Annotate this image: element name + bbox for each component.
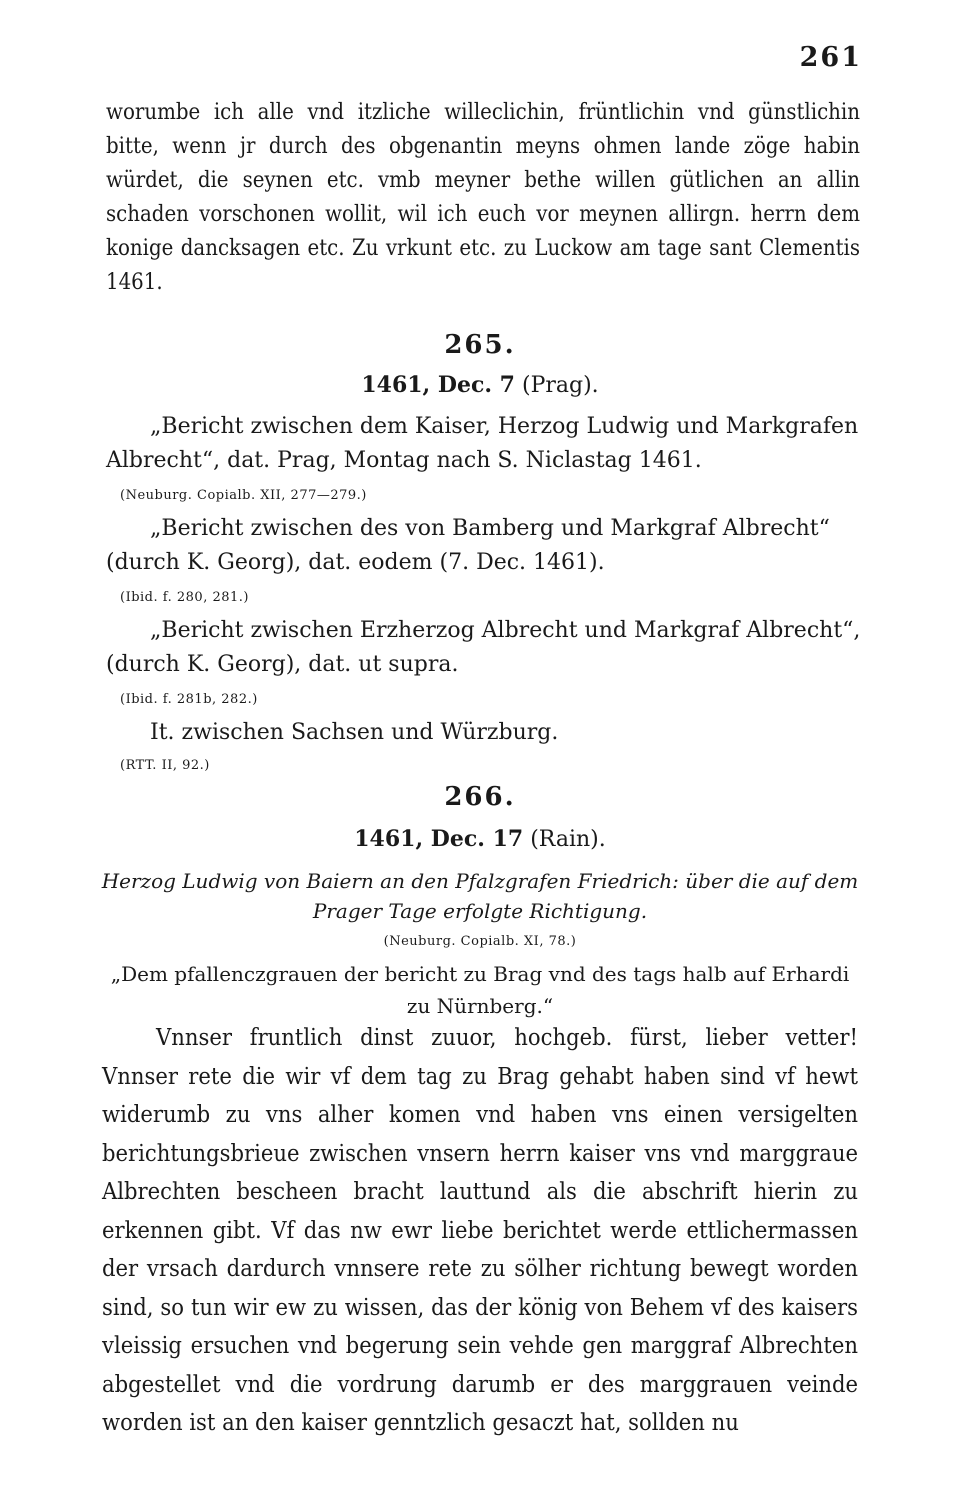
entry-place-266: (Rain). bbox=[530, 827, 606, 852]
letter-heading-line-1: Herzog Ludwig von Baiern an den Pfalzgrafen Friedrich: über die auf dem bbox=[101, 869, 859, 893]
source-citation-4: (RTT. II, 92.) bbox=[120, 758, 210, 773]
entry-date-266 bbox=[0, 826, 960, 852]
entry-number-266: 266. bbox=[444, 782, 516, 812]
opening-paragraph: worumbe ich alle vnd itzliche willeclichin, früntlichin vnd günstlichin bitte, wenn jr durch des obgenantin meyns ohmen lande zöge habin würdet, die seynen etc. vmb meyner bethe willen gütlichen an allin schaden vorschonen wollit, wil ich euch vor meynen allirgn. herrn dem konige dancksagen etc. Zu vrkunt etc. zu Luckow am tage sant Clementis 1461. bbox=[106, 100, 860, 295]
page-number: 261 bbox=[799, 42, 862, 73]
letter-heading-line-2: Prager Tage erfolgte Richtigung. bbox=[312, 899, 648, 923]
letter-quote: „Dem pfallenczgrauen der bericht zu Brag vnd des tags halb auf Erhardi zu Nürnberg.“ bbox=[110, 962, 850, 1018]
report-2-line-1: „Bericht zwischen des von Bamberg und Markgraf Albrecht“ bbox=[150, 516, 830, 541]
source-citation-1: (Neuburg. Copialb. XII, 277—279.) bbox=[120, 488, 367, 503]
report-2-line-2: (durch K. Georg), dat. eodem (7. Dec. 1461). bbox=[106, 550, 605, 575]
report-3-line-2: (durch K. Georg), dat. ut supra. bbox=[106, 652, 459, 677]
entry-date-265 bbox=[0, 372, 960, 398]
report-3-line-1: „Bericht zwischen Erzherzog Albrecht und Markgraf Albrecht“, bbox=[150, 618, 861, 643]
letter-body: Vnnser fruntlich dinst zuuor, hochgeb. fürst, lieber vetter! Vnnser rete die wir vf dem tag zu Brag gehabt haben sind vf hewt widerumb zu vns alher komen vnd haben vns einen versigelten berichtungsbrieue zwischen vnsern herrn kaiser vns vnd marggraue Albrechten bescheen bracht lauttund als die abschrift hierin zu erkennen gibt. Vf das nw ewr liebe berichtet werde ettlichermassen der vrsach dardurch vnnsere rete zu sölher richtung bewegt worden sind, so tun wir ew zu wissen, das der könig von Behem vf des kaisers vleissig ersuchen vnd begerung sein vehde gen marggraf Albrechten abgestellet vnd die vordrung darumb er des marggrauen veinde worden ist an den kaiser genntzlich gesaczt hat, sollden nu bbox=[102, 1023, 858, 1436]
source-citation-266: (Neuburg. Copialb. XI, 78.) bbox=[383, 934, 577, 949]
entry-date-265-value: 1461, Dec. 7 bbox=[361, 372, 515, 398]
report-1-line-2: Albrecht“, dat. Prag, Montag nach S. Niclastag 1461. bbox=[106, 448, 702, 473]
report-1-line-1: „Bericht zwischen dem Kaiser, Herzog Ludwig und Markgrafen bbox=[150, 414, 859, 439]
source-citation-2: (Ibid. f. 280, 281.) bbox=[120, 590, 249, 605]
entry-place-265: (Prag). bbox=[521, 373, 599, 398]
source-citation-3: (Ibid. f. 281b, 282.) bbox=[120, 692, 258, 707]
report-4-line-1: It. zwischen Sachsen und Würzburg. bbox=[150, 720, 559, 745]
entry-number-265: 265. bbox=[444, 330, 516, 360]
entry-date-266-value: 1461, Dec. 17 bbox=[354, 826, 524, 852]
